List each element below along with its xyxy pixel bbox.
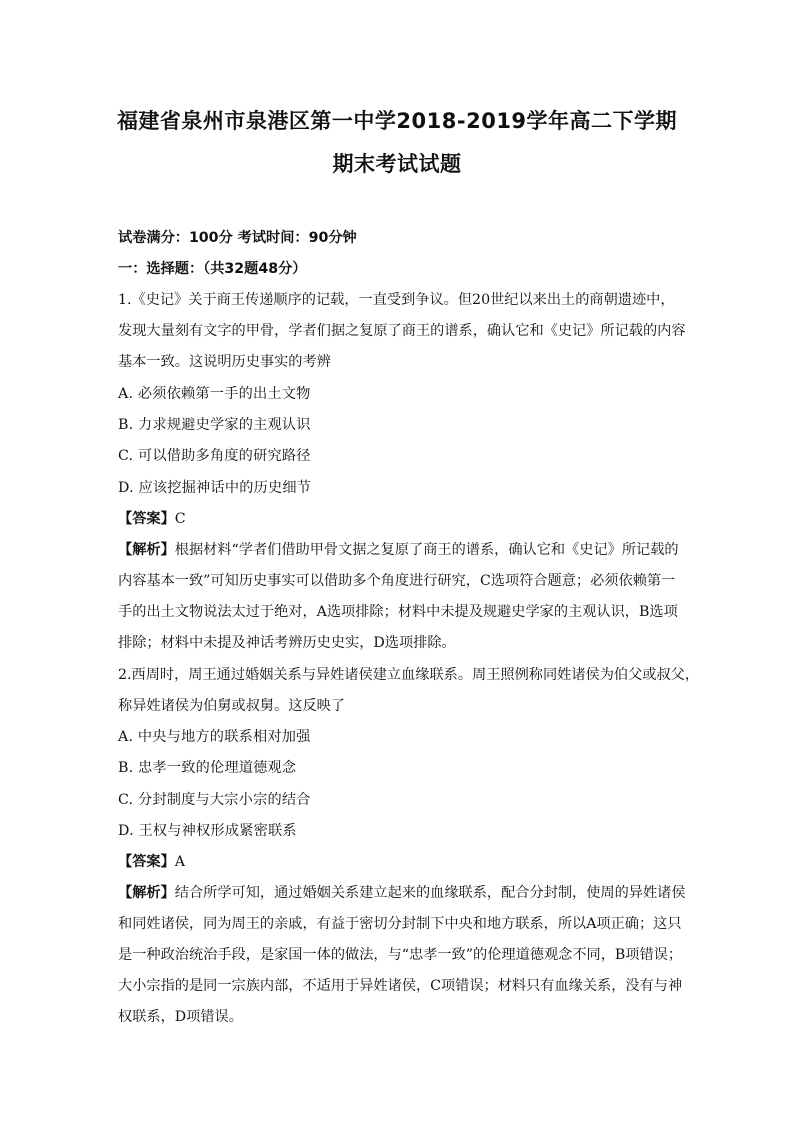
q2-answer — [118, 852, 678, 872]
q2-option-c: C. 分封制度与大宗小宗的结合 — [118, 792, 311, 808]
q2-option-a: A. 中央与地方的联系相对加强 — [118, 729, 311, 745]
analysis-text: 根据材料“学者们借助甲骨文据之复原了商王的谱系，确认它和《史记》所记载的 — [174, 542, 679, 558]
answer-value: A — [174, 854, 186, 870]
q2-analysis-line: 是一种政治统治手段，是家国一体的做法，与“忠孝一致”的伦理道德观念不同，B项错误； — [118, 947, 683, 963]
q2-analysis-line: 权联系，D项错误。 — [118, 1009, 243, 1025]
analysis-tag: 【解析】 — [118, 542, 175, 558]
q2-option-d: D. 王权与神权形成紧密联系 — [118, 823, 297, 839]
exam-meta: 试卷满分：100分 考试时间：90分钟 — [118, 230, 357, 246]
q2-analysis-line: 大小宗指的是同一宗族内部，不适用于异姓诸侯，C项错误；材料只有血缘关系，没有与神 — [118, 978, 683, 994]
section-heading: 一：选择题：（共32题48分） — [118, 261, 307, 277]
answer-tag: 【答案】 — [118, 511, 175, 527]
q1-stem-line: 1.《史记》关于商王传递顺序的记载，一直受到争议。但20世纪以来出土的商朝遗迹中， — [118, 292, 675, 308]
page-title-line1: 福建省泉州市泉港区第一中学2018-2019学年高二下学期 — [116, 109, 678, 133]
q1-option-c: C. 可以借助多角度的研究路径 — [118, 448, 311, 464]
q2-analysis-line — [118, 883, 686, 903]
answer-value: C — [174, 511, 186, 527]
q2-option-b: B. 忠孝一致的伦理道德观念 — [118, 760, 297, 776]
q1-analysis-line: 手的出土文物说法太过于绝对，A选项排除；材料中未提及规避史学家的主观认识，B选项 — [118, 604, 678, 620]
q2-analysis-line: 和同姓诸侯，同为周王的亲戚，有益于密切分封制下中央和地方联系，所以A项正确；这只 — [118, 916, 682, 932]
page-title-line2: 期末考试试题 — [332, 152, 462, 176]
q1-analysis-line — [118, 540, 678, 560]
q1-analysis-line: 排除；材料中未提及神话考辨历史史实，D选项排除。 — [118, 635, 456, 651]
q1-answer — [118, 509, 678, 529]
q1-option-b: B. 力求规避史学家的主观认识 — [118, 417, 311, 433]
q1-option-a: A. 必须依赖第一手的出土文物 — [118, 386, 311, 402]
q1-analysis-line: 内容基本一致”可知历史事实可以借助多个角度进行研究，C选项符合题意；必须依赖第一 — [118, 573, 676, 589]
analysis-text: 结合所学可知，通过婚姻关系建立起来的血缘联系，配合分封制，使周的异姓诸侯 — [174, 885, 686, 901]
answer-tag: 【答案】 — [118, 854, 175, 870]
q1-stem-line: 发现大量刻有文字的甲骨，学者们据之复原了商王的谱系，确认它和《史记》所记载的内容 — [118, 323, 686, 339]
q1-stem-line: 基本一致。这说明历史事实的考辨 — [118, 354, 331, 370]
analysis-tag: 【解析】 — [118, 885, 175, 901]
q2-stem-line: 2.西周时，周王通过婚姻关系与异姓诸侯建立血缘联系。周王照例称同姓诸侯为伯父或叔父， — [118, 667, 700, 683]
q1-option-d: D. 应该挖掘神话中的历史细节 — [118, 480, 312, 496]
q2-stem-line: 称异姓诸侯为伯舅或叔舅。这反映了 — [118, 698, 346, 714]
